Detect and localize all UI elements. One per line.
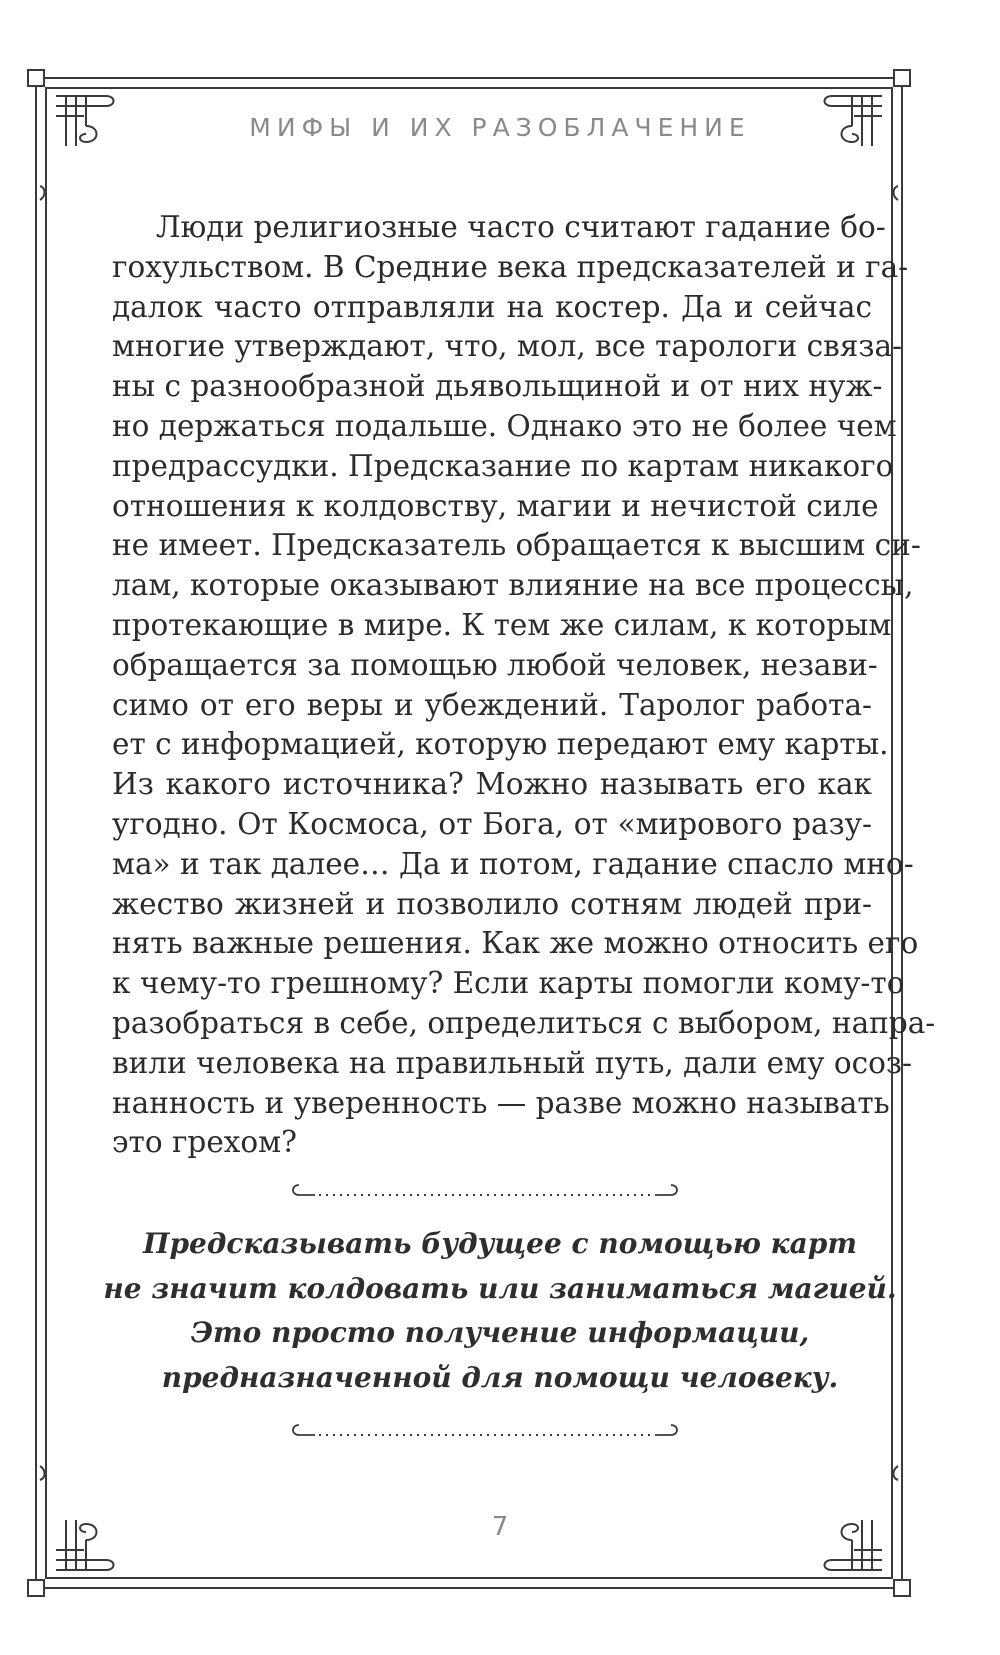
body-paragraph <box>112 208 936 1163</box>
page-number: 7 <box>491 1512 509 1542</box>
pull-quote <box>0 1222 1000 1400</box>
quote-line: предназначенной для помощи человеку. <box>161 1360 839 1394</box>
body-line: гохульством. В Средние века предсказателей и га- <box>112 249 909 284</box>
body-line: но держаться подальше. Однако это не более чем <box>112 408 897 443</box>
quote-line: Это просто получение информации, <box>190 1316 810 1349</box>
ornamental-divider-bottom <box>285 1417 685 1441</box>
body-line: Люди религиозные часто считают гадание бо- <box>156 210 886 244</box>
body-line: симо от его веры и убеждений. Таролог работа- <box>112 687 872 722</box>
body-line: протекающие в мире. К тем же силам, к которым <box>112 607 892 642</box>
body-line: ны с разнообразной дьявольщиной и от них нуж- <box>112 369 883 404</box>
body-line: отношения к колдовству, магии и нечистой силе <box>112 488 879 523</box>
body-line: нять важные решения. Как же можно относить его <box>112 926 919 961</box>
body-line: к чему-то грешному? Если карты помогли кому-то <box>112 966 905 1001</box>
body-line: обращается за помощью любой человек, незави- <box>112 647 878 682</box>
body-line: далок часто отправляли на костер. Да и сейчас <box>112 289 872 324</box>
body-line: Из какого источника? Можно называть его как <box>112 767 872 802</box>
quote-line: Предсказывать будущее с помощью карт <box>143 1227 857 1260</box>
body-line: лам, которые оказывают влияние на все процессы, <box>112 568 914 603</box>
body-line: многие утверждают, что, мол, все тарологи связа- <box>112 329 903 364</box>
body-line: предрассудки. Предсказание по картам никакого <box>112 448 894 483</box>
quote-line: не значит колдовать или заниматься магией. <box>103 1271 897 1305</box>
body-line: угодно. От Космоса, от Бога, от «мирового разу- <box>112 806 872 841</box>
body-line: не имеет. Предсказатель обращается к высшим си- <box>112 528 921 563</box>
body-line: разобраться в себе, определиться с выбором, напра- <box>112 1005 936 1040</box>
body-line: ма» и так далее… Да и потом, гадание спасло мно- <box>112 846 914 881</box>
running-head: МИФЫ И ИХ РАЗОБЛАЧЕНИЕ <box>249 113 751 142</box>
body-line: нанность и уверенность — разве можно называть <box>112 1085 890 1120</box>
ornamental-divider-top <box>285 1177 685 1201</box>
body-line: жество жизней и позволило сотням людей при- <box>112 886 872 921</box>
body-line: это грехом? <box>112 1125 297 1160</box>
body-line: ет с информацией, которую передают ему карты. <box>112 727 889 762</box>
body-line: вили человека на правильный путь, дали ему осоз- <box>112 1045 912 1080</box>
